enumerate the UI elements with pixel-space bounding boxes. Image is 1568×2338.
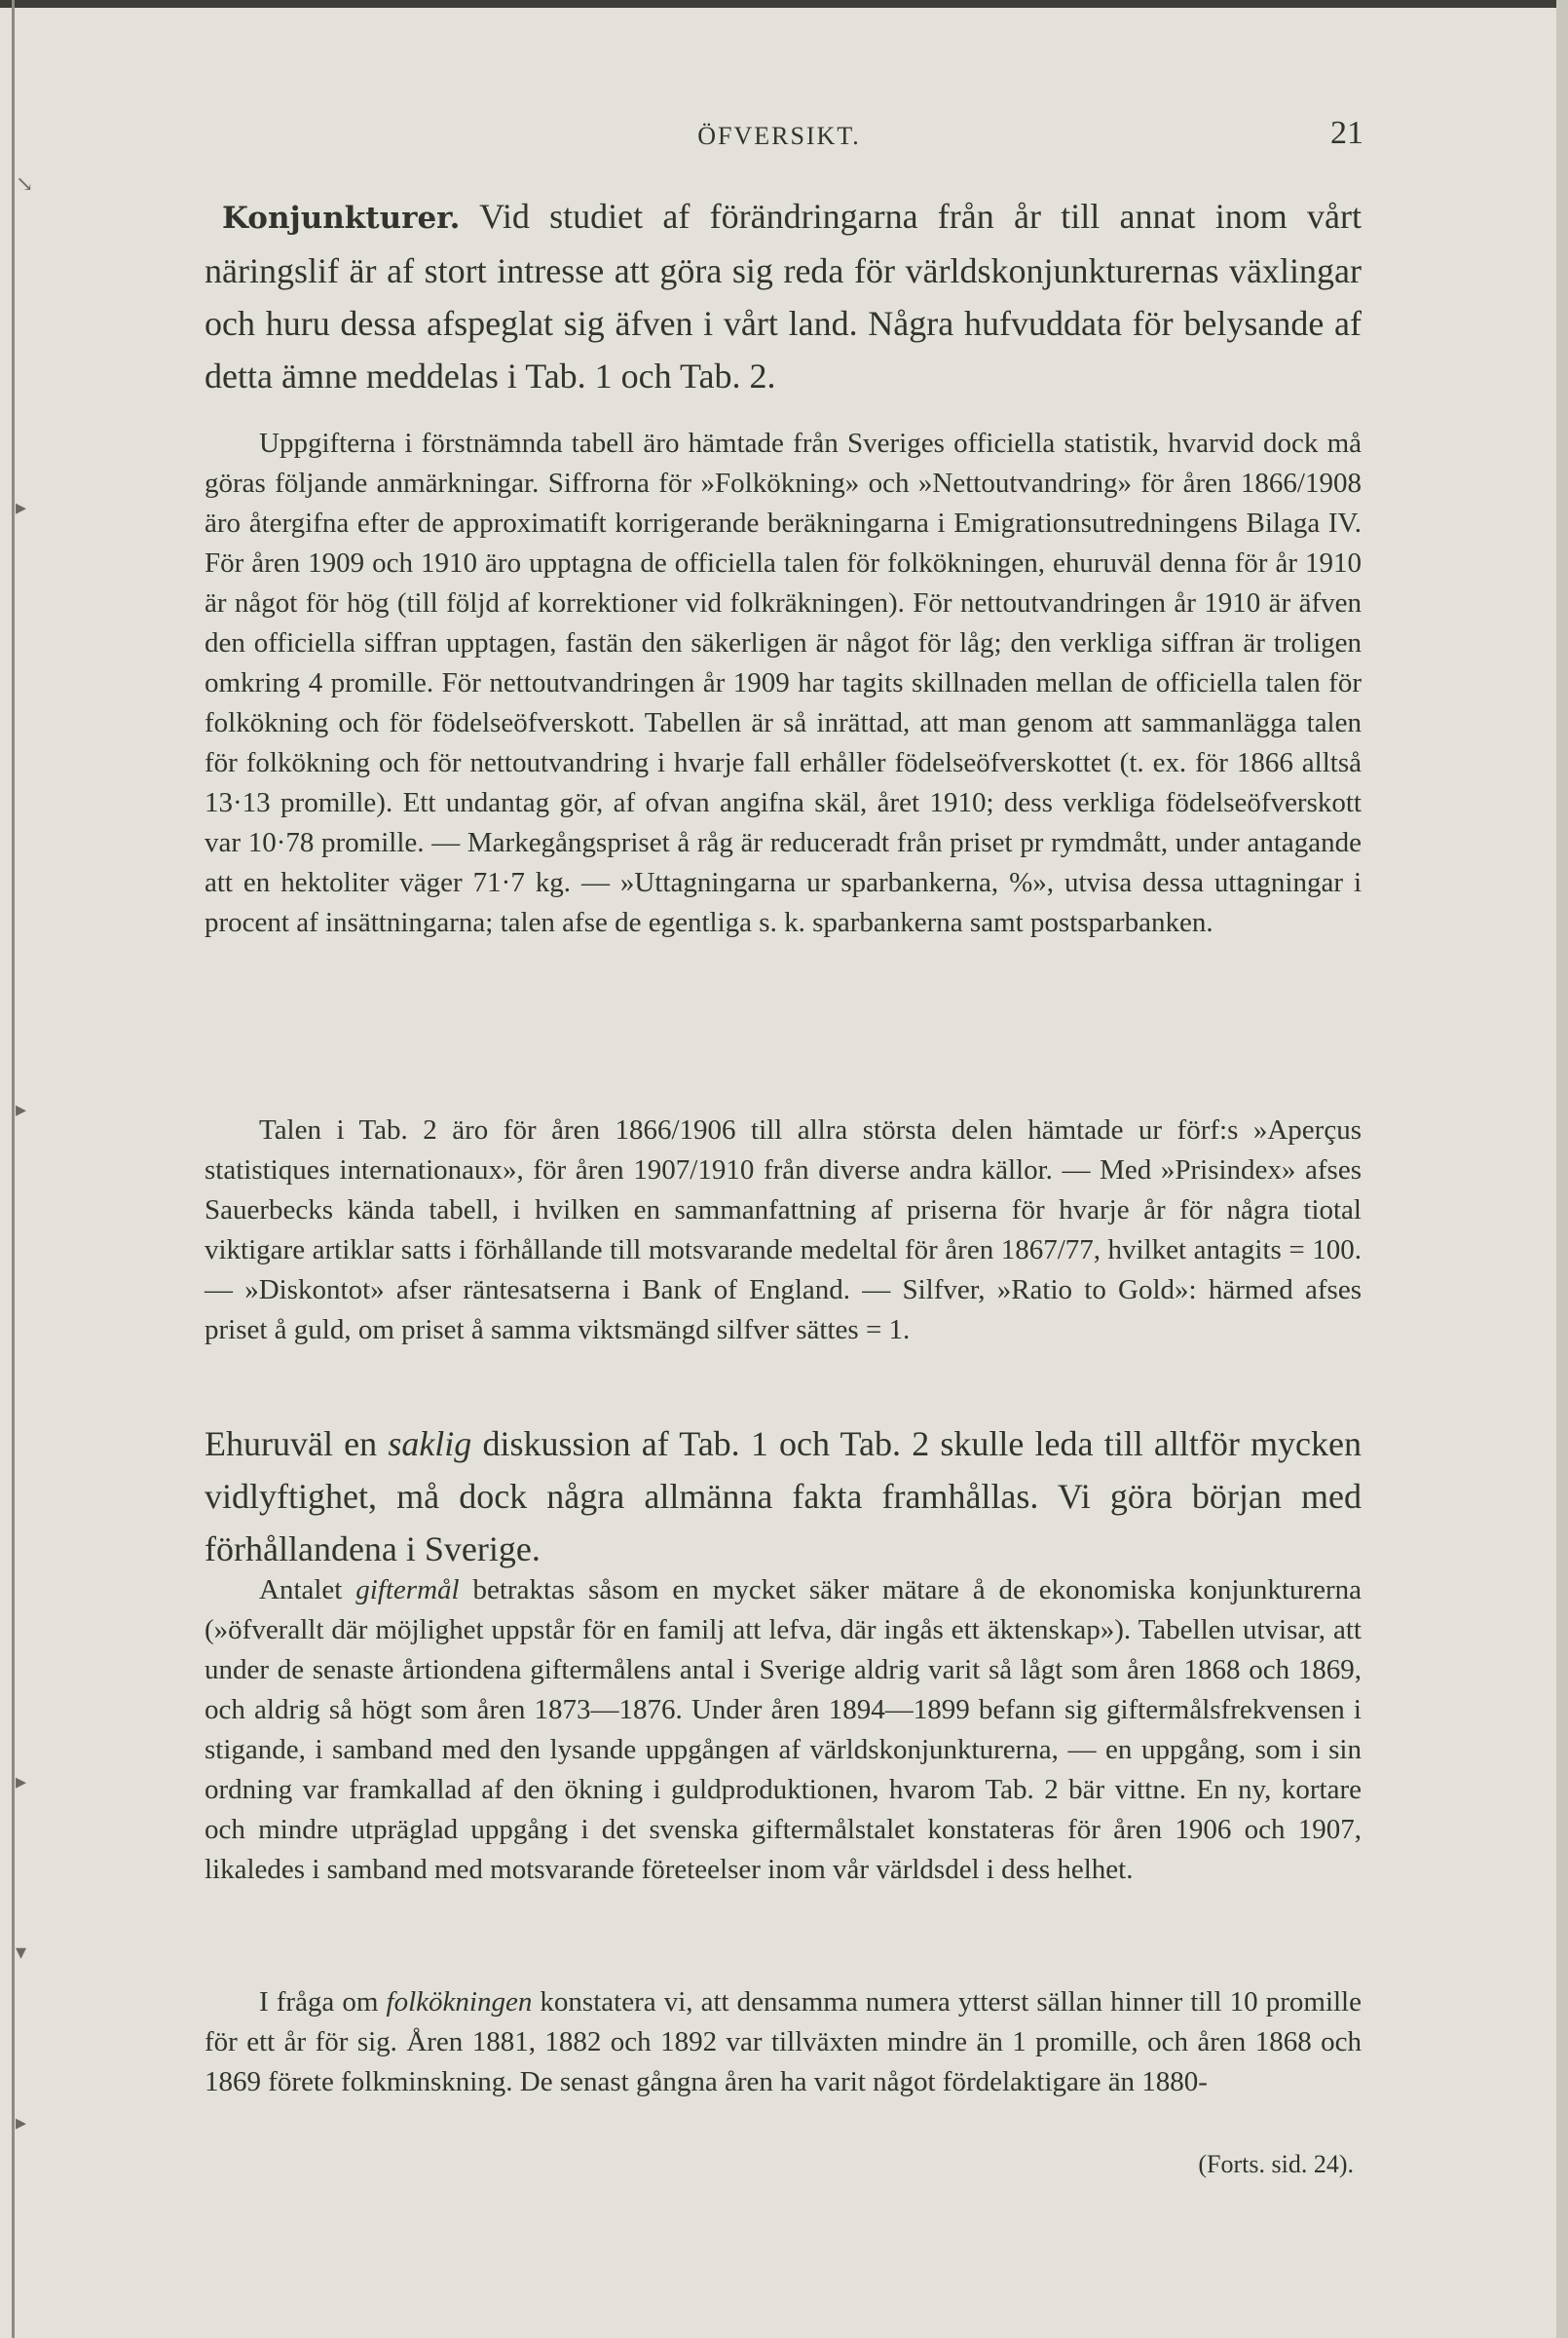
paragraph-text: Antalet bbox=[259, 1574, 356, 1605]
margin-tab-icon: ▸ bbox=[16, 1097, 27, 1121]
page-left-edge bbox=[12, 0, 15, 2338]
page-number: 21 bbox=[1330, 115, 1363, 151]
paragraph-text: diskussion af Tab. 1 och Tab. 2 skulle leda till alltför mycken vidlyftighet, må dock några allmänna fakta framhållas. Vi göra början med förhållandena i Sverige. bbox=[205, 1424, 1363, 1568]
margin-tab-icon: ▸ bbox=[16, 1769, 27, 1793]
running-header: ÖFVERSIKT. bbox=[697, 122, 861, 150]
paragraph-konjunkturer bbox=[205, 190, 1362, 402]
section-heading: Konjunkturer. bbox=[222, 201, 461, 236]
emphasis: saklig bbox=[388, 1424, 472, 1463]
margin-arrow-icon: ↘ bbox=[16, 171, 34, 196]
paragraph-text: Ehuruväl en bbox=[205, 1424, 389, 1463]
paragraph-folkokning bbox=[205, 1982, 1362, 2102]
margin-tab-icon: ▾ bbox=[16, 1940, 27, 1964]
paragraph-notes-tab1 bbox=[205, 424, 1362, 943]
paragraph-giftermal bbox=[205, 1570, 1362, 1890]
margin-tab-icon: ▸ bbox=[16, 2110, 27, 2134]
page-right-edge bbox=[1556, 0, 1568, 2338]
paragraph-text: Vid studiet af förändringarna från år till annat inom vårt näringslif är af stort intresse att göra sig reda för världskonjunkturernas växlingar och huru dessa afspeglat sig äfven i vårt land. Några hufvuddata för belysande af detta ämne meddelas i Tab. 1 och Tab. 2. bbox=[205, 197, 1362, 396]
emphasis: giftermål bbox=[355, 1574, 460, 1605]
continuation-note: (Forts. sid. 24). bbox=[1198, 2150, 1354, 2178]
paragraph-text: I fråga om bbox=[259, 1986, 387, 2017]
emphasis: folkökningen bbox=[386, 1986, 533, 2017]
paragraph-notes-tab2 bbox=[205, 1111, 1362, 1350]
page-top-edge bbox=[0, 0, 1568, 8]
paragraph-text: konstatera vi, att densamma numera ytterst sällan hinner till 10 promille för ett år för sig. Åren 1881, 1882 och 1892 var tillväxten mindre än 1 promille, och åren 1868 och 1869 förete folkminskning. De senast gångna åren ha varit något fördelaktigare än 1880- bbox=[205, 1986, 1362, 2097]
margin-tab-icon: ▸ bbox=[16, 495, 27, 519]
paragraph-text: Uppgifterna i förstnämnda tabell äro hämtade från Sveriges officiella statistik, hvarvid dock må göras följande anmärkningar. Siffrorna för »Folkökning» och »Nettoutvandring» för åren 1866/1908 äro återgifna efter de approximatift korrigerande beräkningarna i Emigrationsutredningens Bilaga IV. För åren 1909 och 1910 äro upptagna de officiella talen för folkökningen, ehuruväl denna för år 1910 är något för hög (till följd af korrektioner vid folkräkningen). För nettoutvandringen år 1910 är äfven den officiella siffran upptagen, fastän den säkerligen är något för låg; den verkliga siffran är troligen omkring 4 promille. För nettoutvandringen år 1909 har tagits skillnaden mellan de officiella talen för folkökning och för födelseöfverskott. Tabellen är så inrättad, att man genom att sammanlägga talen för folkökning och för nettoutvandring i hvarje fall erhåller födelseöfverskottet (t. ex. för 1866 alltså 13·13 promille). Ett undantag gör, af ofvan angifna skäl, året 1910; dess verkliga födelseöfverskott var 10·78 promille. — Markegångspriset å råg är reduceradt från priset pr rymdmått, under antagande att en hektoliter väger 71·7 kg. — »Uttagningarna ur sparbankerna, %», utvisa dessa uttagningar i procent af insättningarna; talen afse de egentliga s. k. sparbankerna samt postsparbanken. bbox=[205, 428, 1362, 938]
paragraph-text: Talen i Tab. 2 äro för åren 1866/1906 till allra största delen hämtade ur förf:s »Aperçus statistiques internationaux», för åren 1907/1910 från diverse andra källor. — Med »Prisindex» afses Sauerbecks kända tabell, i hvilken en sammanfattning af priserna för hvarje år för några tiotal viktigare artiklar satts i förhållande till motsvarande medeltal för åren 1867/77, hvilket antagits = 100. — »Diskontot» afser räntesatserna i Bank of England. — Silfver, »Ratio to Gold»: härmed afses priset å guld, om priset å samma viktsmängd silfver sättes = 1. bbox=[205, 1114, 1362, 1345]
paragraph-discussion bbox=[205, 1417, 1362, 1575]
paragraph-text: betraktas såsom en mycket säker mätare å de ekonomiska konjunkturerna (»öfverallt där möjlighet uppstår för en familj att lefva, där ingås ett äktenskap»). Tabellen utvisar, att under de senaste årtiondena giftermålens antal i Sverige aldrig varit så lågt som åren 1868 och 1869, och aldrig så högt som åren 1873—1876. Under åren 1894—1899 befann sig giftermålsfrekvensen i stigande, i samband med den lysande uppgången af världskonjunkturerna, — en uppgång, som i sin ordning var framkallad af den ökning i guldproduktionen, hvarom Tab. 2 bär vittne. En ny, kortare och mindre utpräglad uppgång i det svenska giftermålstalet konstateras för åren 1906 och 1907, likaledes i samband med motsvarande företeelser inom vår världsdel i dess helhet. bbox=[205, 1574, 1363, 1885]
